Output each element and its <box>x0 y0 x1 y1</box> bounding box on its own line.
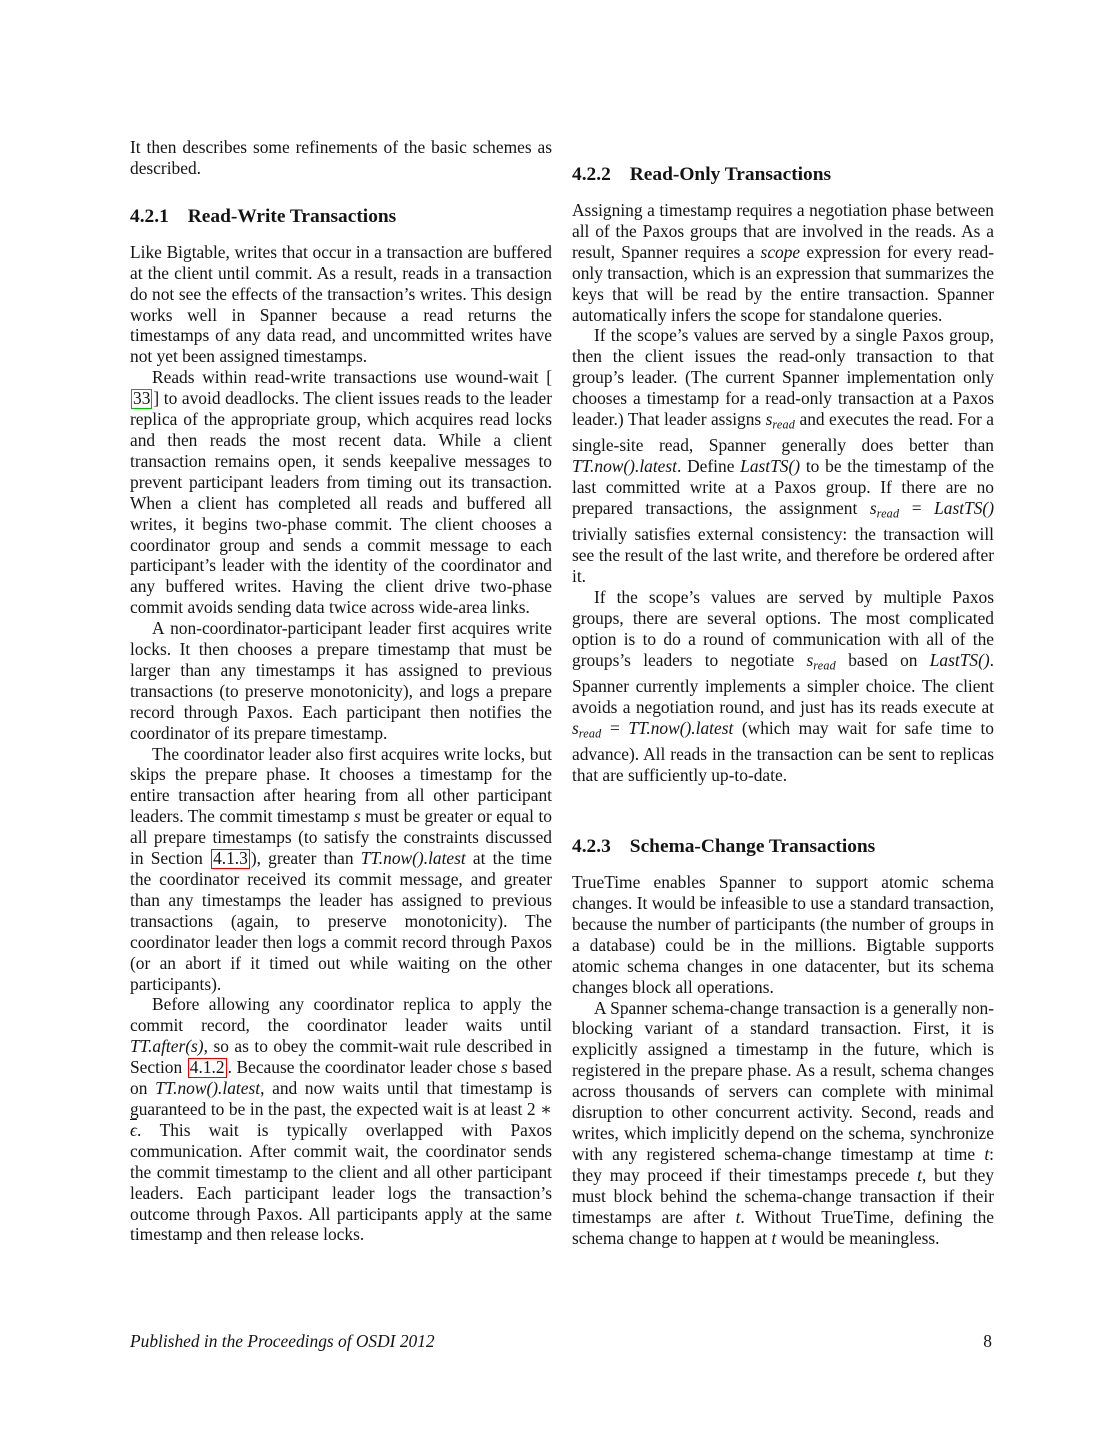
paragraph: Reads within read-write transactions use wound-wait [33 ] to avoid deadlocks. The client issues reads to the leader replica of the appropriate group, which acquires read locks and then reads the most recent data. While a client transaction remains open, it sends keepalive messages to prevent participant leaders from timing out its transaction. When a client has completed all reads and buffered all writes, it begins two-phase commit. The client chooses a coordinator group and sends a commit message to each participant’s leader with the identity of the coordinator and any buffered writes. Having the client drive two-phase commit avoids sending data twice across wide-area links. <box>130 367 552 618</box>
italic-text: TT.after(s) <box>130 1036 204 1057</box>
page-footer <box>130 1331 992 1352</box>
paragraph: A Spanner schema-change transaction is a generally non-blocking variant of a standard transaction. First, it is explicitly assigned a timestamp in the future, which is registered in the prepare phase. As a result, schema changes across thousands of servers can complete with minimal disruption to other concurrent activity. Second, reads and writes, which implicitly depend on the schema, synchronize with any registered schema-change timestamp at time t: they may proceed if their timestamps precede t, but they must block behind the schema-change transaction if their timestamps are after t. Without TrueTime, defining the schema change to happen at t would be meaningless. <box>572 997 994 1248</box>
page-number: 8 <box>983 1331 992 1351</box>
section-title: Read-Write Transactions <box>187 205 397 227</box>
citation-link[interactable]: 33 <box>133 388 151 409</box>
paragraph: If the scope’s values are served by a single Paxos group, then the client issues the read-only transaction to that group’s leader. (The current Spanner implementation only chooses a timestamp for a read-only transaction at a Paxos leader.) That leader assigns sread and executes the read. For a single-site read, Spanner generally does better than TT.now().latest. Define LastTS() to be the timestamp of the last committed write at a Paxos group. If there are no prepared transactions, the assignment sread = LastTS() trivially satisfies external consistency: the transaction will see the result of the last write, and therefore be ordered after it. <box>572 325 994 587</box>
italic-text: LastTS() <box>740 456 801 477</box>
paragraph: Before allowing any coordinator replica to apply the commit record, the coordinator leader waits until TT.after(s), so as to obey the commit-wait rule described in Section 4.1.2 . Because the coordinator leader chose s based on TT.now().latest, and now waits until that timestamp is guaranteed to be in the past, the expected wait is at least 2 ∗ $\overline{\epsilon}$. This wait is typically overlapped with Paxos communication. After commit wait, the coordinator sends the commit timestamp to the client and all other participant leaders. Each participant leader logs the transaction’s outcome through Paxos. All participants apply at the same timestamp and then release locks. <box>130 994 552 1245</box>
section-heading-4.2.2 <box>572 163 994 186</box>
italic-text: t <box>984 1143 990 1164</box>
italic-text: t <box>735 1206 741 1227</box>
paragraph: A non-coordinator-participant leader first acquires write locks. It then chooses a prepare timestamp that must be larger than any timestamps it has assigned to previous transactions (to preserve monotonicity), and logs a prepare record through Paxos. Each participant then notifies the coordinator of its prepare timestamp. <box>130 618 552 743</box>
italic-text: s <box>501 1057 508 1078</box>
section-ref-link[interactable]: 4.1.2 <box>189 1057 225 1078</box>
paragraph: Assigning a timestamp requires a negotiation phase between all of the Paxos groups that are involved in the reads. As a result, Spanner requires a scope expression for every read-only transaction, which is an expression that summarizes the keys that will be read by the entire transaction. Spanner automatically infers the scope for standalone queries. <box>572 200 994 325</box>
italic-text: scope <box>760 241 801 262</box>
italic-text: TT.now().latest <box>628 717 734 738</box>
italic-text: TT.now().latest <box>360 848 466 869</box>
section-title: Read-Only Transactions <box>629 164 832 185</box>
italic-text: t <box>917 1164 922 1185</box>
italic-text: TT.now().latest <box>572 456 677 477</box>
paragraph: TrueTime enables Spanner to support atomic schema changes. It would be infeasible to use a standard transaction, because the number of participants (the number of groups in a database) could be in the millions. Bigtable supports atomic schema changes in one datacenter, but its schema changes block all operations. <box>572 872 994 997</box>
right-column <box>572 137 994 1248</box>
italic-text: s <box>353 806 361 827</box>
italic-text: s <box>806 649 814 670</box>
subscript-text: read <box>876 506 900 521</box>
section-ref-link[interactable]: 4.1.3 <box>213 848 248 869</box>
section-number: 4.2.3 <box>572 836 611 858</box>
paragraph: If the scope’s values are served by multiple Paxos groups, there are several options. The most complicated option is to do a round of communication with all of the groups’s leaders to negotiate sread based on LastTS(). Spanner currently implements a simpler choice. The client avoids a negotiation round, and just has its reads execute at sread = TT.now().latest (which may wait for safe time to advance). All reads in the transaction can be sent to replicas that are sufficiently up-to-date. <box>572 587 995 786</box>
section-number: 4.2.1 <box>130 205 169 227</box>
paragraph: It then describes some refinements of the basic schemes as described. <box>130 137 552 178</box>
italic-text: s <box>869 498 877 519</box>
italic-text: TT.now().latest <box>155 1078 261 1099</box>
subscript-text: read <box>578 726 602 741</box>
subscript-text: read <box>772 417 796 432</box>
subscript-text: read <box>813 658 836 673</box>
italic-text: LastTS() <box>934 498 994 519</box>
italic-text: t <box>771 1227 777 1248</box>
italic-text: s <box>572 717 579 738</box>
section-heading-4.2.1 <box>130 205 552 228</box>
section-heading-4.2.3 <box>572 835 994 858</box>
italic-text: LastTS() <box>929 649 990 670</box>
overline-epsilon: $\overline{\epsilon}$ <box>130 1119 138 1140</box>
section-title: Schema-Change Transactions <box>629 836 876 858</box>
left-column <box>130 137 552 1245</box>
italic-text: s <box>765 409 773 430</box>
paragraph: The coordinator leader also first acquires write locks, but skips the prepare phase. It chooses a timestamp for the entire transaction after hearing from all other participant leaders. The commit timestamp s must be greater or equal to all prepare timestamps (to satisfy the constraints discussed in Section 4.1.3 ), greater than TT.now().latest at the time the coordinator received its commit message, and greater than any timestamps the leader has assigned to previous transactions (again, to preserve monotonicity). The coordinator leader then logs a commit record through Paxos (or an abort if it timed out while waiting on the other participants). <box>130 743 553 994</box>
paragraph: Like Bigtable, writes that occur in a transaction are buffered at the client until commit. As a result, reads in a transaction do not see the effects of the transaction’s writes. This design works well in Spanner because a read returns the timestamps of any data read, and uncommitted writes have not yet been assigned timestamps. <box>130 241 552 367</box>
published-note: Published in the Proceedings of OSDI 2012 <box>130 1331 435 1351</box>
section-number: 4.2.2 <box>572 164 611 185</box>
